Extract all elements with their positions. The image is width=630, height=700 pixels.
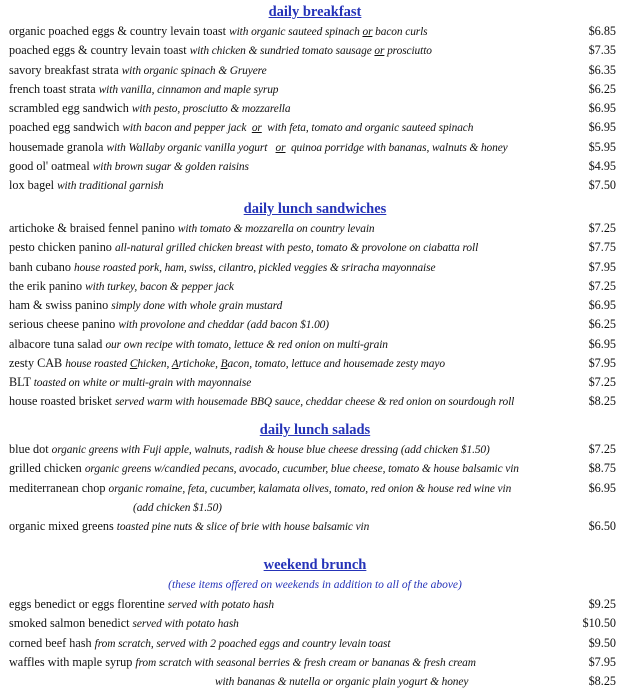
item-description bbox=[132, 103, 291, 115]
item-price: $6.25 bbox=[588, 317, 616, 332]
item-name: good ol' oatmeal bbox=[9, 158, 93, 173]
section-daily-lunch-sandwiches bbox=[0, 199, 630, 412]
item-line bbox=[215, 672, 468, 692]
item-name: mediterranean chop bbox=[9, 480, 109, 495]
description-text: prosciutto bbox=[384, 45, 432, 58]
menu-item bbox=[0, 41, 630, 60]
item-line bbox=[9, 296, 282, 316]
description-text: with organic spinach & Gruyere bbox=[121, 64, 267, 77]
description-text: our own recipe with tomato, lettuce & red onion on multi-grain bbox=[105, 338, 388, 351]
item-line bbox=[9, 459, 519, 479]
menu-item bbox=[0, 238, 630, 257]
item-description bbox=[133, 502, 222, 514]
item-line bbox=[9, 479, 511, 499]
menu-item bbox=[0, 157, 630, 176]
description-emphasis: or bbox=[362, 26, 373, 38]
item-price: $6.50 bbox=[588, 519, 616, 533]
item-price: $7.75 bbox=[588, 240, 616, 255]
item-line bbox=[9, 440, 490, 460]
item-name: scrambled egg sandwich bbox=[9, 101, 132, 115]
item-price: $9.50 bbox=[588, 635, 616, 650]
section-title: weekend brunch bbox=[263, 557, 367, 573]
menu-item bbox=[0, 653, 630, 672]
menu-item bbox=[0, 459, 630, 478]
item-name: BLT bbox=[9, 375, 34, 389]
menu-item bbox=[0, 614, 630, 633]
description-text: with Wallaby organic vanilla yogurt bbox=[106, 141, 276, 154]
menu-item bbox=[0, 440, 630, 459]
item-name: banh cubano bbox=[9, 259, 74, 274]
menu-item bbox=[0, 176, 630, 195]
item-price: $10.50 bbox=[582, 616, 616, 631]
section-daily-lunch-salads bbox=[0, 420, 630, 536]
item-line bbox=[9, 157, 249, 177]
item-description bbox=[118, 319, 329, 331]
item-description bbox=[95, 638, 391, 650]
item-line bbox=[9, 41, 432, 61]
item-description bbox=[57, 180, 163, 192]
item-line bbox=[9, 176, 164, 196]
description-emphasis: or bbox=[374, 45, 385, 58]
description-text: served with potato hash bbox=[132, 618, 239, 631]
item-line bbox=[9, 595, 274, 615]
item-price: $6.25 bbox=[588, 81, 616, 96]
item-line bbox=[9, 517, 369, 537]
item-description bbox=[122, 65, 267, 77]
item-description bbox=[133, 618, 239, 630]
menu-item bbox=[0, 595, 630, 614]
item-description bbox=[122, 122, 473, 134]
description-text: acon, tomato, lettuce and housemade zesty mayo bbox=[227, 357, 445, 370]
item-line bbox=[9, 99, 290, 119]
item-name: the erik panino bbox=[9, 278, 86, 293]
item-price: $7.25 bbox=[588, 442, 616, 456]
item-line bbox=[9, 22, 428, 42]
item-description bbox=[52, 444, 490, 456]
item-line bbox=[9, 614, 239, 634]
menu-item bbox=[0, 335, 630, 354]
item-name: blue dot bbox=[9, 442, 52, 456]
menu-item-continuation bbox=[0, 672, 630, 691]
item-description bbox=[115, 242, 478, 254]
item-name: organic poached eggs & country levain toast bbox=[9, 24, 230, 38]
menu-item bbox=[0, 517, 630, 536]
item-description bbox=[135, 657, 476, 669]
description-text: house roasted bbox=[65, 357, 130, 370]
description-text: with tomato & mozzarella on country levain bbox=[177, 223, 375, 235]
menu-item bbox=[0, 634, 630, 653]
item-name: serious cheese panino bbox=[9, 317, 119, 332]
item-description bbox=[34, 377, 251, 389]
item-description bbox=[85, 281, 234, 293]
item-price: $6.95 bbox=[588, 298, 616, 312]
item-description bbox=[229, 26, 427, 38]
item-description bbox=[65, 358, 445, 370]
description-text: with bacon and pepper jack bbox=[122, 122, 252, 135]
item-name: ham & swiss panino bbox=[9, 298, 112, 312]
menu-item bbox=[0, 22, 630, 41]
menu-item bbox=[0, 219, 630, 238]
description-text: with turkey, bacon & pepper jack bbox=[85, 280, 234, 293]
item-price: $6.85 bbox=[588, 24, 616, 38]
section-title: daily lunch salads bbox=[259, 422, 371, 438]
item-price: $7.25 bbox=[588, 221, 616, 235]
description-text: organic romaine, feta, cucumber, kalamata olives, tomato, red onion & house red wine vin bbox=[108, 482, 512, 495]
item-line bbox=[9, 634, 390, 654]
description-text: with vanilla, cinnamon and maple syrup bbox=[98, 83, 279, 96]
description-text: with bananas & nutella or organic plain yogurt & honey bbox=[215, 676, 469, 688]
item-line bbox=[133, 498, 222, 518]
item-price: $7.25 bbox=[588, 375, 616, 389]
menu-item bbox=[0, 61, 630, 80]
description-text: toasted on white or multi-grain with mayonnaise bbox=[33, 377, 252, 389]
item-name: grilled chicken bbox=[9, 461, 85, 476]
menu-item bbox=[0, 296, 630, 315]
item-price: $6.95 bbox=[588, 336, 616, 351]
item-price: $7.25 bbox=[588, 278, 616, 293]
item-line bbox=[9, 258, 435, 278]
description-text: with organic sauteed spinach bbox=[229, 26, 363, 38]
item-line bbox=[9, 315, 329, 335]
description-text: bacon curls bbox=[372, 26, 428, 38]
menu-item bbox=[0, 479, 630, 498]
item-price: $8.25 bbox=[588, 394, 616, 409]
item-description bbox=[117, 521, 369, 533]
item-name: waffles with maple syrup bbox=[9, 654, 136, 669]
item-line bbox=[9, 373, 251, 393]
item-line bbox=[9, 277, 234, 297]
description-text: with feta, tomato and organic sauteed spinach bbox=[261, 122, 474, 135]
item-description bbox=[105, 339, 387, 351]
description-emphasis: C bbox=[129, 357, 138, 370]
description-emphasis: or bbox=[275, 141, 286, 154]
description-text: with pesto, prosciutto & mozzarella bbox=[131, 103, 291, 115]
description-text: from scratch with seasonal berries & fresh cream or bananas & fresh cream bbox=[135, 656, 476, 669]
item-description bbox=[111, 300, 282, 312]
description-emphasis: A bbox=[171, 357, 179, 370]
item-name: smoked salmon benedict bbox=[9, 616, 133, 631]
item-name: french toast strata bbox=[9, 81, 99, 96]
item-line bbox=[9, 354, 445, 374]
item-price: $6.35 bbox=[588, 62, 616, 77]
section-title: daily breakfast bbox=[268, 4, 362, 20]
item-description bbox=[99, 84, 279, 96]
menu-item bbox=[0, 258, 630, 277]
description-text: served with potato hash bbox=[167, 599, 274, 611]
item-price: $7.95 bbox=[588, 259, 616, 274]
item-line bbox=[9, 61, 267, 81]
description-text: from scratch, served with 2 poached eggs and country levain toast bbox=[94, 637, 391, 650]
description-text: served warm with housemade BBQ sauce, cheddar cheese & red onion on sourdough roll bbox=[114, 396, 515, 409]
description-text: quinoa porridge with bananas, walnuts & honey bbox=[285, 141, 508, 154]
section-title: daily lunch sandwiches bbox=[243, 201, 387, 217]
item-name: savory breakfast strata bbox=[9, 62, 122, 77]
menu-item bbox=[0, 315, 630, 334]
item-name: poached eggs & country levain toast bbox=[9, 43, 190, 58]
item-price: $9.25 bbox=[588, 597, 616, 611]
item-price: $4.95 bbox=[588, 158, 616, 173]
item-description bbox=[108, 483, 511, 495]
section-daily-breakfast bbox=[0, 2, 630, 195]
item-name: organic mixed greens bbox=[9, 519, 117, 533]
description-text: (add chicken $1.50) bbox=[133, 501, 222, 514]
item-line bbox=[9, 219, 374, 239]
item-price: $6.95 bbox=[588, 480, 616, 495]
item-price: $6.95 bbox=[588, 120, 616, 135]
item-name: housemade granola bbox=[9, 139, 107, 154]
menu-item bbox=[0, 118, 630, 137]
menu-item bbox=[0, 99, 630, 118]
item-name: eggs benedict or eggs florentine bbox=[9, 597, 168, 611]
item-name: lox bagel bbox=[9, 178, 58, 192]
item-description bbox=[168, 599, 274, 611]
item-price: $7.95 bbox=[588, 355, 616, 370]
item-price: $7.35 bbox=[588, 43, 616, 58]
item-name: corned beef hash bbox=[9, 635, 95, 650]
item-price: $8.75 bbox=[588, 461, 616, 476]
menu-item bbox=[0, 392, 630, 411]
description-text: with provolone and cheddar (add bacon $1.00) bbox=[118, 319, 329, 332]
item-name: albacore tuna salad bbox=[9, 336, 106, 351]
menu-item-continuation bbox=[0, 498, 630, 517]
menu-item bbox=[0, 354, 630, 373]
menu-item bbox=[0, 277, 630, 296]
item-price: $7.95 bbox=[588, 654, 616, 669]
item-price: $7.50 bbox=[588, 178, 616, 192]
item-line bbox=[9, 138, 508, 158]
item-price: $5.95 bbox=[588, 139, 616, 154]
description-text: with chicken & sundried tomato sausage bbox=[189, 45, 375, 58]
item-line bbox=[9, 335, 388, 355]
item-name: artichoke & braised fennel panino bbox=[9, 221, 178, 235]
item-line bbox=[9, 392, 514, 412]
menu-item bbox=[0, 373, 630, 392]
item-description bbox=[178, 223, 375, 235]
item-price: $6.95 bbox=[588, 101, 616, 115]
item-description bbox=[74, 262, 435, 274]
item-name: poached egg sandwich bbox=[9, 120, 123, 135]
description-text: rtichoke, bbox=[178, 357, 221, 370]
item-line bbox=[9, 653, 476, 673]
description-text: with traditional garnish bbox=[57, 180, 164, 192]
item-name: pesto chicken panino bbox=[9, 240, 115, 255]
item-description bbox=[93, 161, 249, 173]
item-line bbox=[9, 118, 473, 138]
item-description bbox=[215, 676, 468, 688]
item-name: zesty CAB bbox=[9, 355, 66, 370]
description-text: organic greens with Fuji apple, walnuts, radish & house blue cheese dressing (add chicken $1.50) bbox=[51, 444, 490, 456]
description-emphasis: B bbox=[220, 357, 228, 370]
description-text: toasted pine nuts & slice of brie with house balsamic vin bbox=[116, 521, 370, 533]
item-description bbox=[106, 142, 507, 154]
description-text: hicken, bbox=[137, 357, 172, 370]
item-description bbox=[85, 463, 519, 475]
description-text: house roasted pork, ham, swiss, cilantro, pickled veggies & sriracha mayonnaise bbox=[73, 261, 436, 274]
description-text: all-natural grilled chicken breast with pesto, tomato & provolone on ciabatta roll bbox=[114, 242, 479, 255]
description-text: simply done with whole grain mustard bbox=[111, 300, 283, 312]
description-text: with brown sugar & golden raisins bbox=[92, 160, 249, 173]
item-description bbox=[115, 396, 514, 408]
description-text: organic greens w/candied pecans, avocado, cucumber, blue cheese, tomato & house balsamic vin bbox=[84, 463, 519, 476]
section-subtitle: (these items offered on weekends in addition to all of the above) bbox=[168, 579, 462, 591]
item-line bbox=[9, 80, 278, 100]
item-name: house roasted brisket bbox=[9, 394, 115, 409]
description-emphasis: or bbox=[251, 122, 262, 135]
section-weekend-brunch bbox=[0, 555, 630, 691]
item-line bbox=[9, 238, 478, 258]
menu-item bbox=[0, 138, 630, 157]
item-price: $8.25 bbox=[588, 674, 616, 688]
item-description bbox=[190, 45, 432, 57]
menu-item bbox=[0, 80, 630, 99]
